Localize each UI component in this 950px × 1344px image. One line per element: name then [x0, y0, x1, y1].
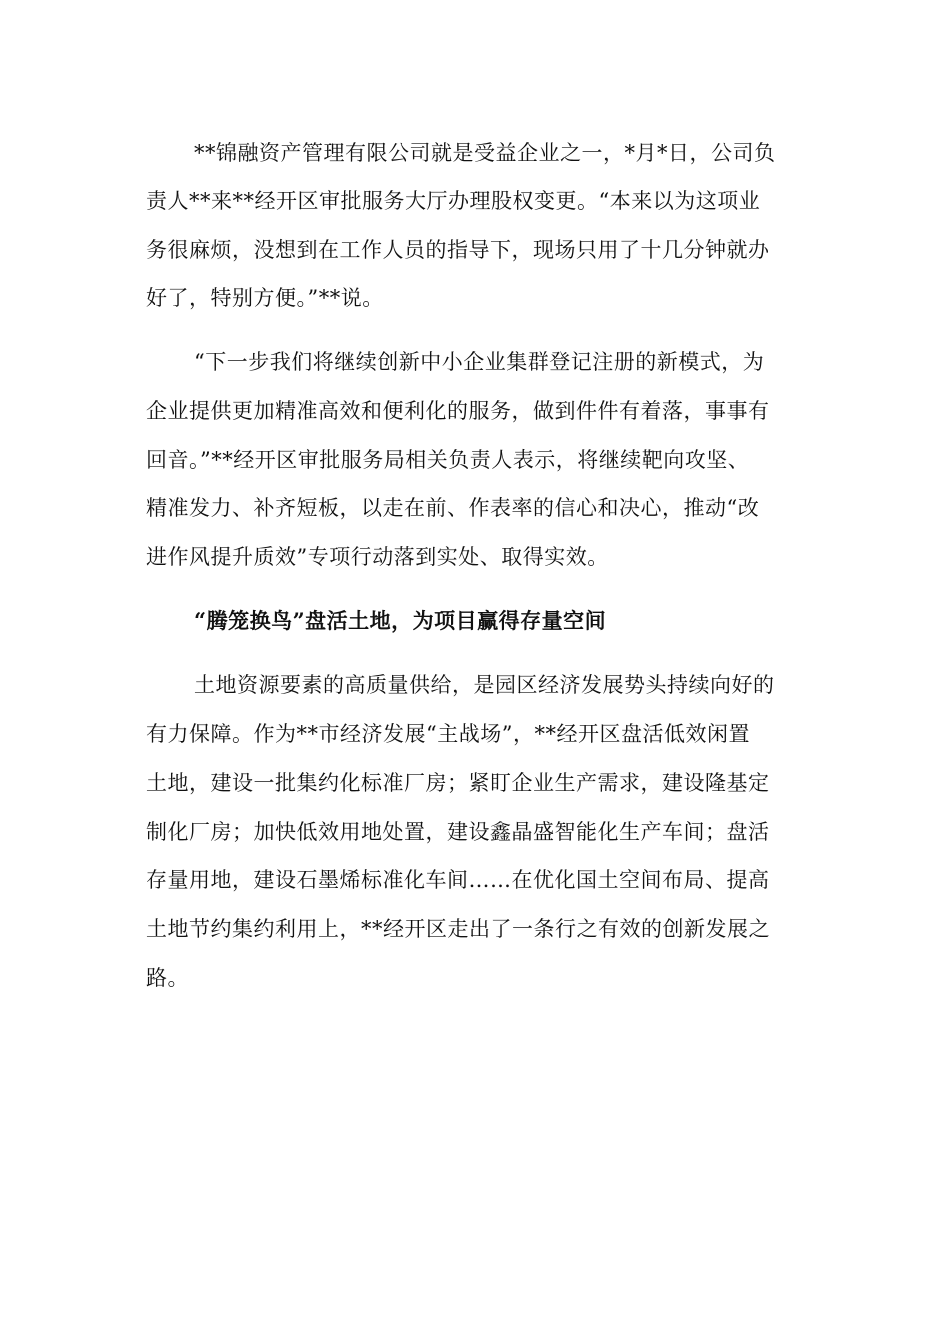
paragraph-line: “下一步我们将继续创新中小企业集群登记注册的新模式，为 [194, 350, 765, 374]
paragraph-line: 精准发力、补齐短板，以走在前、作表率的信心和决心，推动“改 [146, 496, 760, 520]
paragraph-line: 存量用地，建设石墨烯标准化车间……在优化国土空间布局、提高 [146, 868, 770, 892]
paragraph-line: 土地节约集约利用上，**经开区走出了一条行之有效的创新发展之 [146, 917, 770, 941]
paragraph-line: 好了，特别方便。”**说。 [146, 286, 384, 310]
paragraph-line: 回音。”**经开区审批服务局相关负责人表示，将继续靶向攻坚、 [146, 448, 750, 472]
paragraph-line: **锦融资产管理有限公司就是受益企业之一，*月*日，公司负 [194, 141, 776, 165]
paragraph-line: 土地资源要素的高质量供给，是园区经济发展势头持续向好的 [194, 673, 775, 697]
paragraph-line: 路。 [146, 966, 189, 990]
paragraph-line: 务很麻烦，没想到在工作人员的指导下，现场只用了十几分钟就办 [146, 238, 770, 262]
paragraph-line: 责人**来**经开区审批服务大厅办理股权变更。“本来以为这项业 [146, 189, 761, 213]
paragraph-line: 制化厂房；加快低效用地处置，建设鑫晶盛智能化生产车间；盘活 [146, 820, 770, 844]
paragraph-line: 企业提供更加精准高效和便利化的服务，做到件件有着落，事事有 [146, 399, 770, 423]
section-heading: “腾笼换鸟”盘活土地，为项目赢得存量空间 [194, 608, 607, 633]
paragraph-line: 有力保障。作为**市经济发展“主战场”，**经开区盘活低效闲置 [146, 722, 750, 746]
paragraph-line: 土地，建设一批集约化标准厂房；紧盯企业生产需求，建设隆基定 [146, 771, 770, 795]
paragraph-line: 进作风提升质效”专项行动落到实处、取得实效。 [146, 545, 609, 569]
